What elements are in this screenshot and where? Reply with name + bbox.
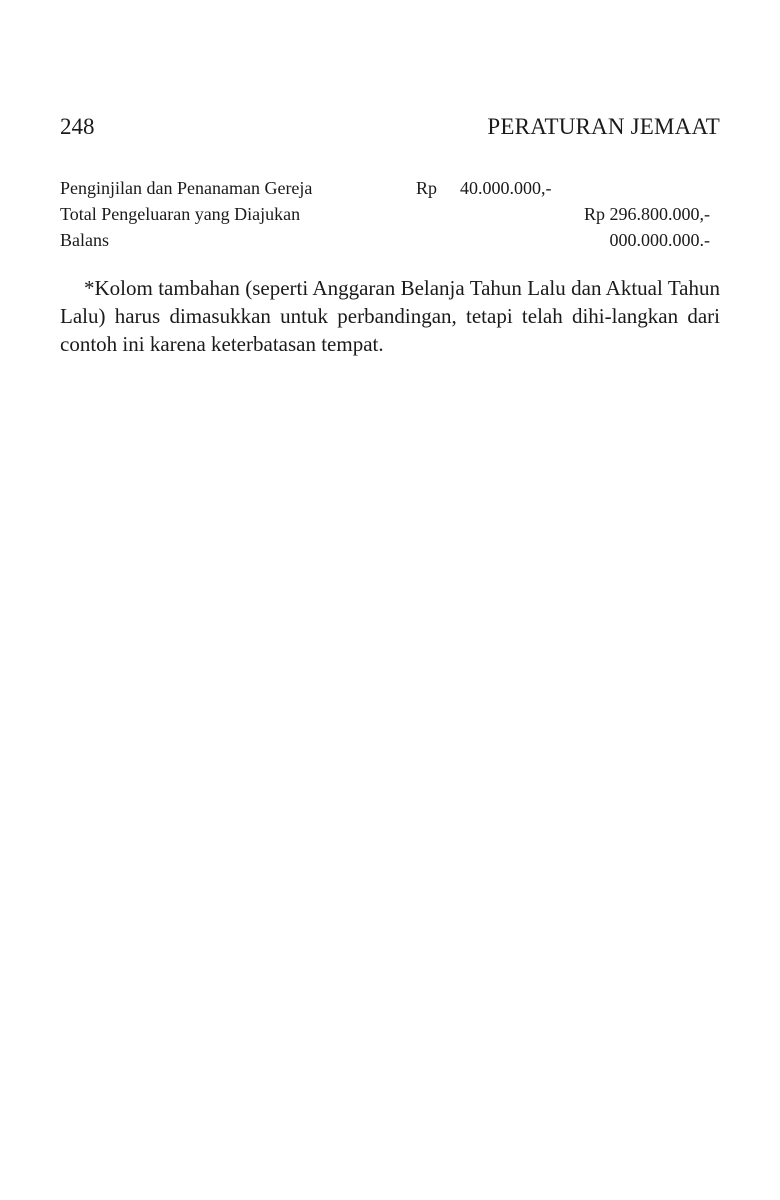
page-number: 248 <box>60 114 95 139</box>
running-title: PERATURAN JEMAAT <box>487 114 720 139</box>
budget-row-total-expenses <box>60 201 720 227</box>
page-header <box>60 112 720 146</box>
row-sub-currency: Rp <box>416 178 438 198</box>
budget-table <box>60 175 720 253</box>
budget-row-balance <box>60 227 720 253</box>
footnote: *Kolom tambahan (seperti Anggaran Belanja Tahun Lalu dan Aktual Tahun Lalu) harus dimasukkan untuk perbandingan, tetapi telah dihi-langkan dari contoh ini karena keterbatasan tempat. <box>60 276 720 356</box>
budget-row-evangelism <box>60 175 720 201</box>
row-label: Penginjilan dan Penanaman Gereja <box>60 178 313 198</box>
row-total: Rp 296.800.000,- <box>584 204 710 224</box>
row-label: Balans <box>60 230 109 250</box>
row-label: Total Pengeluaran yang Diajukan <box>60 204 301 224</box>
row-total: 000.000.000.- <box>609 230 710 250</box>
row-sub-amount: 40.000.000,- <box>460 178 552 198</box>
